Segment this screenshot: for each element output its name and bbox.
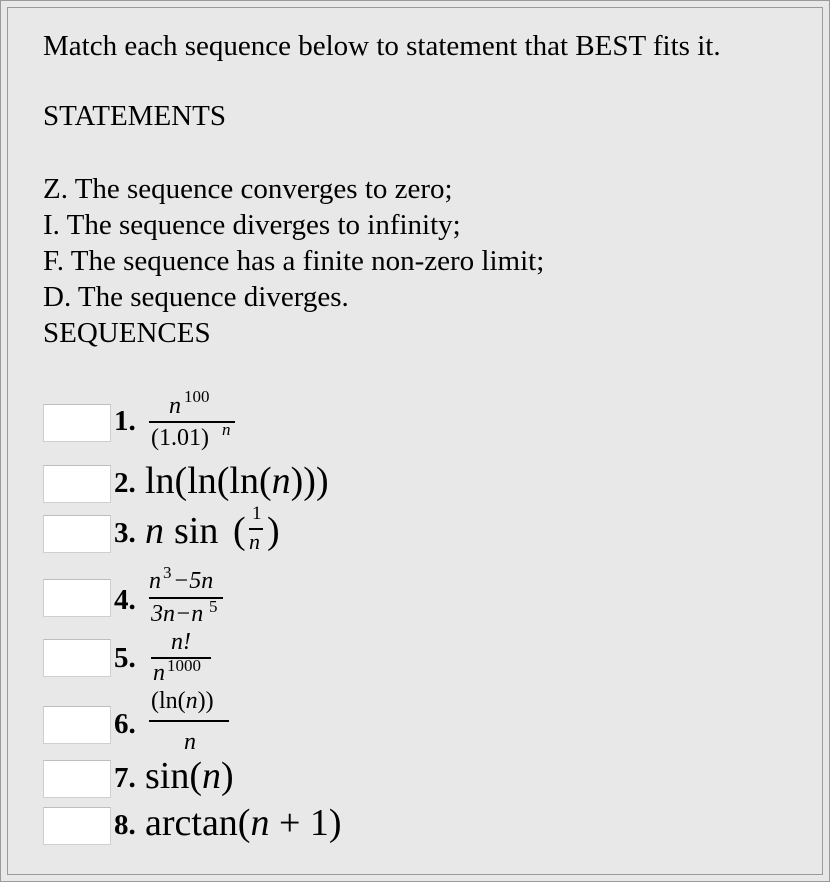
statement-d: D. The sequence diverges. [43, 281, 349, 313]
sequence-7-formula: sin(n) [145, 755, 234, 797]
intro-text: Match each sequence below to statement that BEST fits it. [43, 30, 721, 62]
answer-input-5[interactable] [43, 639, 111, 677]
item-number-6: 6. [114, 708, 136, 740]
problem-panel: Match each sequence below to statement that BEST fits it. STATEMENTS Z. The sequence converges to zero; I. The sequence diverges to infinity; F. The sequence has a finite non-zero limit; D. The sequence diverges. SEQUENCES 1. n 100 (1.01) n 2. ln(ln(ln(n))) 3. n sin ( 1 n ) 4. n 3 −5n 3n−n 5 5. n! n 1000 6. (ln(n)) n 7. sin(n) 8. arctan(n + 1) [0, 0, 830, 882]
statements-heading: STATEMENTS [43, 100, 226, 132]
statement-i: I. The sequence diverges to infinity; [43, 209, 461, 241]
statement-z: Z. The sequence converges to zero; [43, 173, 453, 205]
answer-input-8[interactable] [43, 807, 111, 845]
item-number-1: 1. [114, 405, 136, 437]
answer-input-3[interactable] [43, 515, 111, 553]
sequence-8-formula: arctan(n + 1) [145, 802, 342, 844]
item-number-8: 8. [114, 809, 136, 841]
answer-input-6[interactable] [43, 706, 111, 744]
item-number-7: 7. [114, 762, 136, 794]
answer-input-7[interactable] [43, 760, 111, 798]
answer-input-4[interactable] [43, 579, 111, 617]
item-number-5: 5. [114, 642, 136, 674]
sequences-heading: SEQUENCES [43, 317, 211, 349]
item-number-3: 3. [114, 517, 136, 549]
answer-input-2[interactable] [43, 465, 111, 503]
item-number-4: 4. [114, 584, 136, 616]
item-number-2: 2. [114, 467, 136, 499]
statement-f: F. The sequence has a finite non-zero limit; [43, 245, 545, 277]
answer-input-1[interactable] [43, 404, 111, 442]
sequence-2-formula: ln(ln(ln(n))) [145, 460, 329, 502]
